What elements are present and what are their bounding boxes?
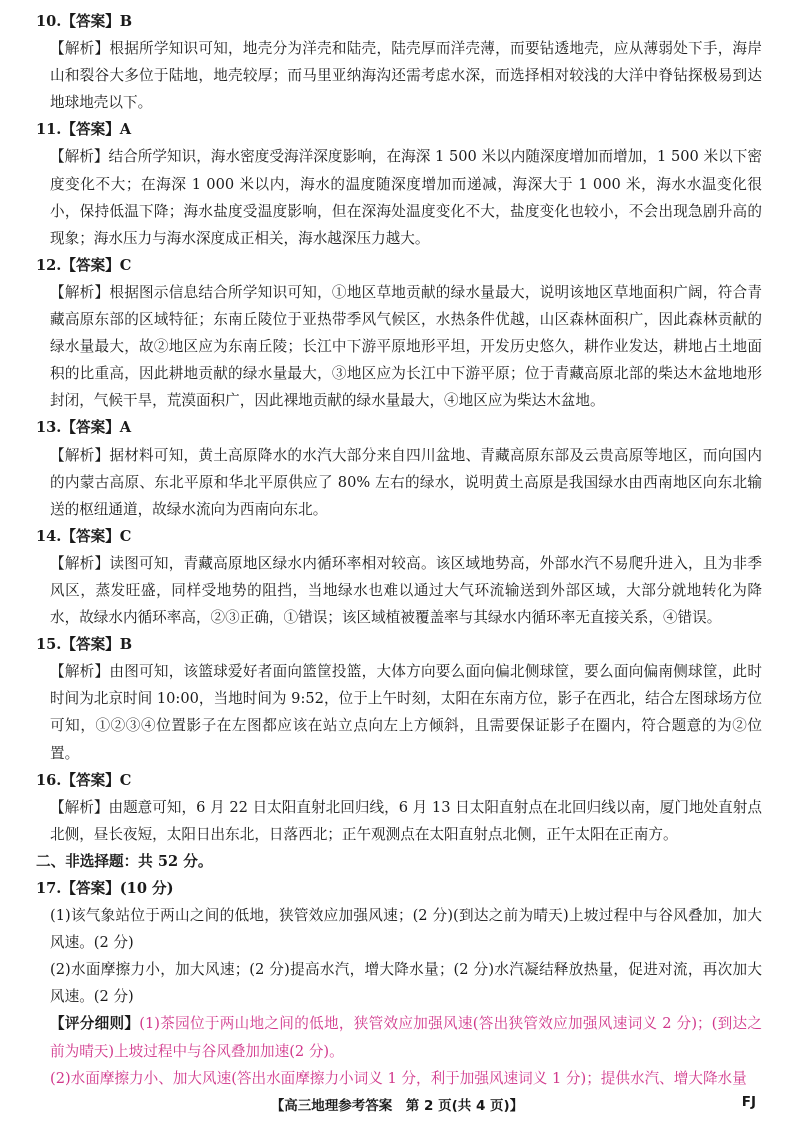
scoring-rubric-1 — [36, 1010, 762, 1064]
answer-line: 15.【答案】B — [36, 636, 133, 654]
answer-item-12 — [36, 252, 762, 415]
footer-title: 【高三地理参考答案 第 2 页(共 4 页)】 — [270, 1098, 524, 1114]
footer-code: FJ — [741, 1094, 756, 1110]
answer-line: 10.【答案】B — [36, 13, 133, 30]
answer-item-14 — [36, 523, 762, 631]
answer-item-17 — [36, 875, 762, 1092]
answer-item-15 — [36, 631, 762, 766]
answer-line: 17.【答案】(10 分) — [36, 880, 174, 897]
answer-line: 14.【答案】C — [36, 527, 132, 545]
answer-item-11 — [36, 116, 762, 251]
analysis-text: 【解析】读图可知，青藏高原地区绿水内循环率相对较高。该区域地势高，外部水汽不易爬升进入，且为非季风区，蒸发旺盛，同样受地势的阻挡，当地绿水也难以通过大气环流输送到外部区域，大部分就地转化为降水，故绿水内循环率高，②③正确，①错误；该区域植被覆盖率与其绿水内循环率无直接关系，④错误。 — [50, 554, 762, 627]
answer-item-13 — [36, 414, 762, 522]
analysis-text: 【解析】根据所学知识可知，地壳分为洋壳和陆壳，陆壳厚而洋壳薄，而要钻透地壳，应从薄弱处下手，海岸山和裂谷大多位于陆地，地壳较厚；而马里亚纳海沟还需考虑水深，而选择相对较浅的大洋中脊钻探极易到达地球地壳以下。 — [50, 40, 762, 112]
rubric-label: 【评分细则】 — [50, 1015, 140, 1033]
answer-line: 13.【答案】A — [36, 419, 132, 437]
answer-line: 11.【答案】A — [36, 121, 132, 139]
answer-line: 12.【答案】C — [36, 256, 132, 274]
answer-content — [36, 8, 762, 1092]
answer-item-16 — [36, 767, 762, 848]
analysis-text: 【解析】据材料可知，黄土高原降水的水汽大部分来自四川盆地、青藏高原东部及云贵高原等地区，而向国内的内蒙古高原、东北平原和华北平原供应了 80% 左右的绿水，说明黄土高原是我国绿水由西南地区向东北输送的枢纽通道，故绿水流向为西南向东北。 — [50, 446, 762, 518]
answer-part-1: (1)该气象站位于两山之间的低地，狭管效应加强风速；(2 分)(到达之前为晴天)上坡过程中与谷风叠加，加大风速。(2 分) — [50, 907, 762, 952]
analysis-text: 【解析】由题意可知，6 月 22 日太阳直射北回归线，6 月 13 日太阳直射点在北回归线以南，厦门地处直射点北侧，昼长夜短，太阳日出东北，日落西北；正午观测点在太阳直射点北侧，正午太阳在正南方。 — [50, 798, 762, 843]
analysis-text: 【解析】由图可知，该篮球爱好者面向篮筐投篮，大体方向要么面向偏北侧球筐，要么面向偏南侧球筐，此时时间为北京时间 10:00，当地时间为 9:52，位于上午时刻，太阳在东南方位，影子在西北，结合左图球场方位可知，①②③④位置影子在左图都应该在站立点向左上方倾斜，且需要保证影子在圈内，符合题意的为②位置。 — [50, 663, 762, 762]
analysis-text: 【解析】根据图示信息结合所学知识可知，①地区草地贡献的绿水量最大，说明该地区草地面积广阔，符合青藏高原东部的区域特征；东南丘陵位于亚热带季风气候区，水热条件优越，山区森林面积广，因此森林贡献的绿水量最大，故②地区应为东南丘陵；长江中下游平原地形平坦，开发历史悠久，耕作业发达，耕地占土地面积的比重高，因此耕地贡献的绿水量最大，③地区应为长江中下游平原；位于青藏高原北部的柴达木盆地地形封闭，气候干旱，荒漠面积广，因此裸地贡献的绿水量最大，④地区应为柴达木盆地。 — [50, 283, 762, 410]
page-footer — [0, 1094, 794, 1116]
answer-part-2: (2)水面摩擦力小，加大风速；(2 分)提高水汽，增大降水量；(2 分)水汽凝结释放热量，促进对流，再次加大风速。(2 分) — [50, 961, 762, 1006]
rubric-text-1: (1)茶园位于两山地之间的低地，狭管效应加强风速(答出狭管效应加强风速词义 2 分)；(到达之前为晴天)上坡过程中与谷风叠加加速(2 分)。 — [50, 1015, 762, 1060]
section-heading: 二、非选择题：共 52 分。 — [36, 852, 213, 870]
answer-line: 16.【答案】C — [36, 771, 132, 789]
analysis-text: 【解析】结合所学知识，海水密度受海洋深度影响，在海深 1 500 米以内随深度增加而增加，1 500 米以下密度变化不大；在海深 1 000 米以内，海水的温度随深度增加而递减，海深大于 1 000 米，海水水温变化很小，保持低温下降；海水盐度受温度影响，但在深海处温度变化不大，盐度变化也较小，不会出现急剧升高的现象；海水压力与海水深度成正相关，海水越深压力越大。 — [50, 148, 762, 247]
answer-item-10 — [36, 8, 762, 116]
scoring-rubric-2: (2)水面摩擦力小、加大风速(答出水面摩擦力小词义 1 分，利于加强风速词义 1 分)；提供水汽、增大降水量 — [50, 1069, 747, 1087]
